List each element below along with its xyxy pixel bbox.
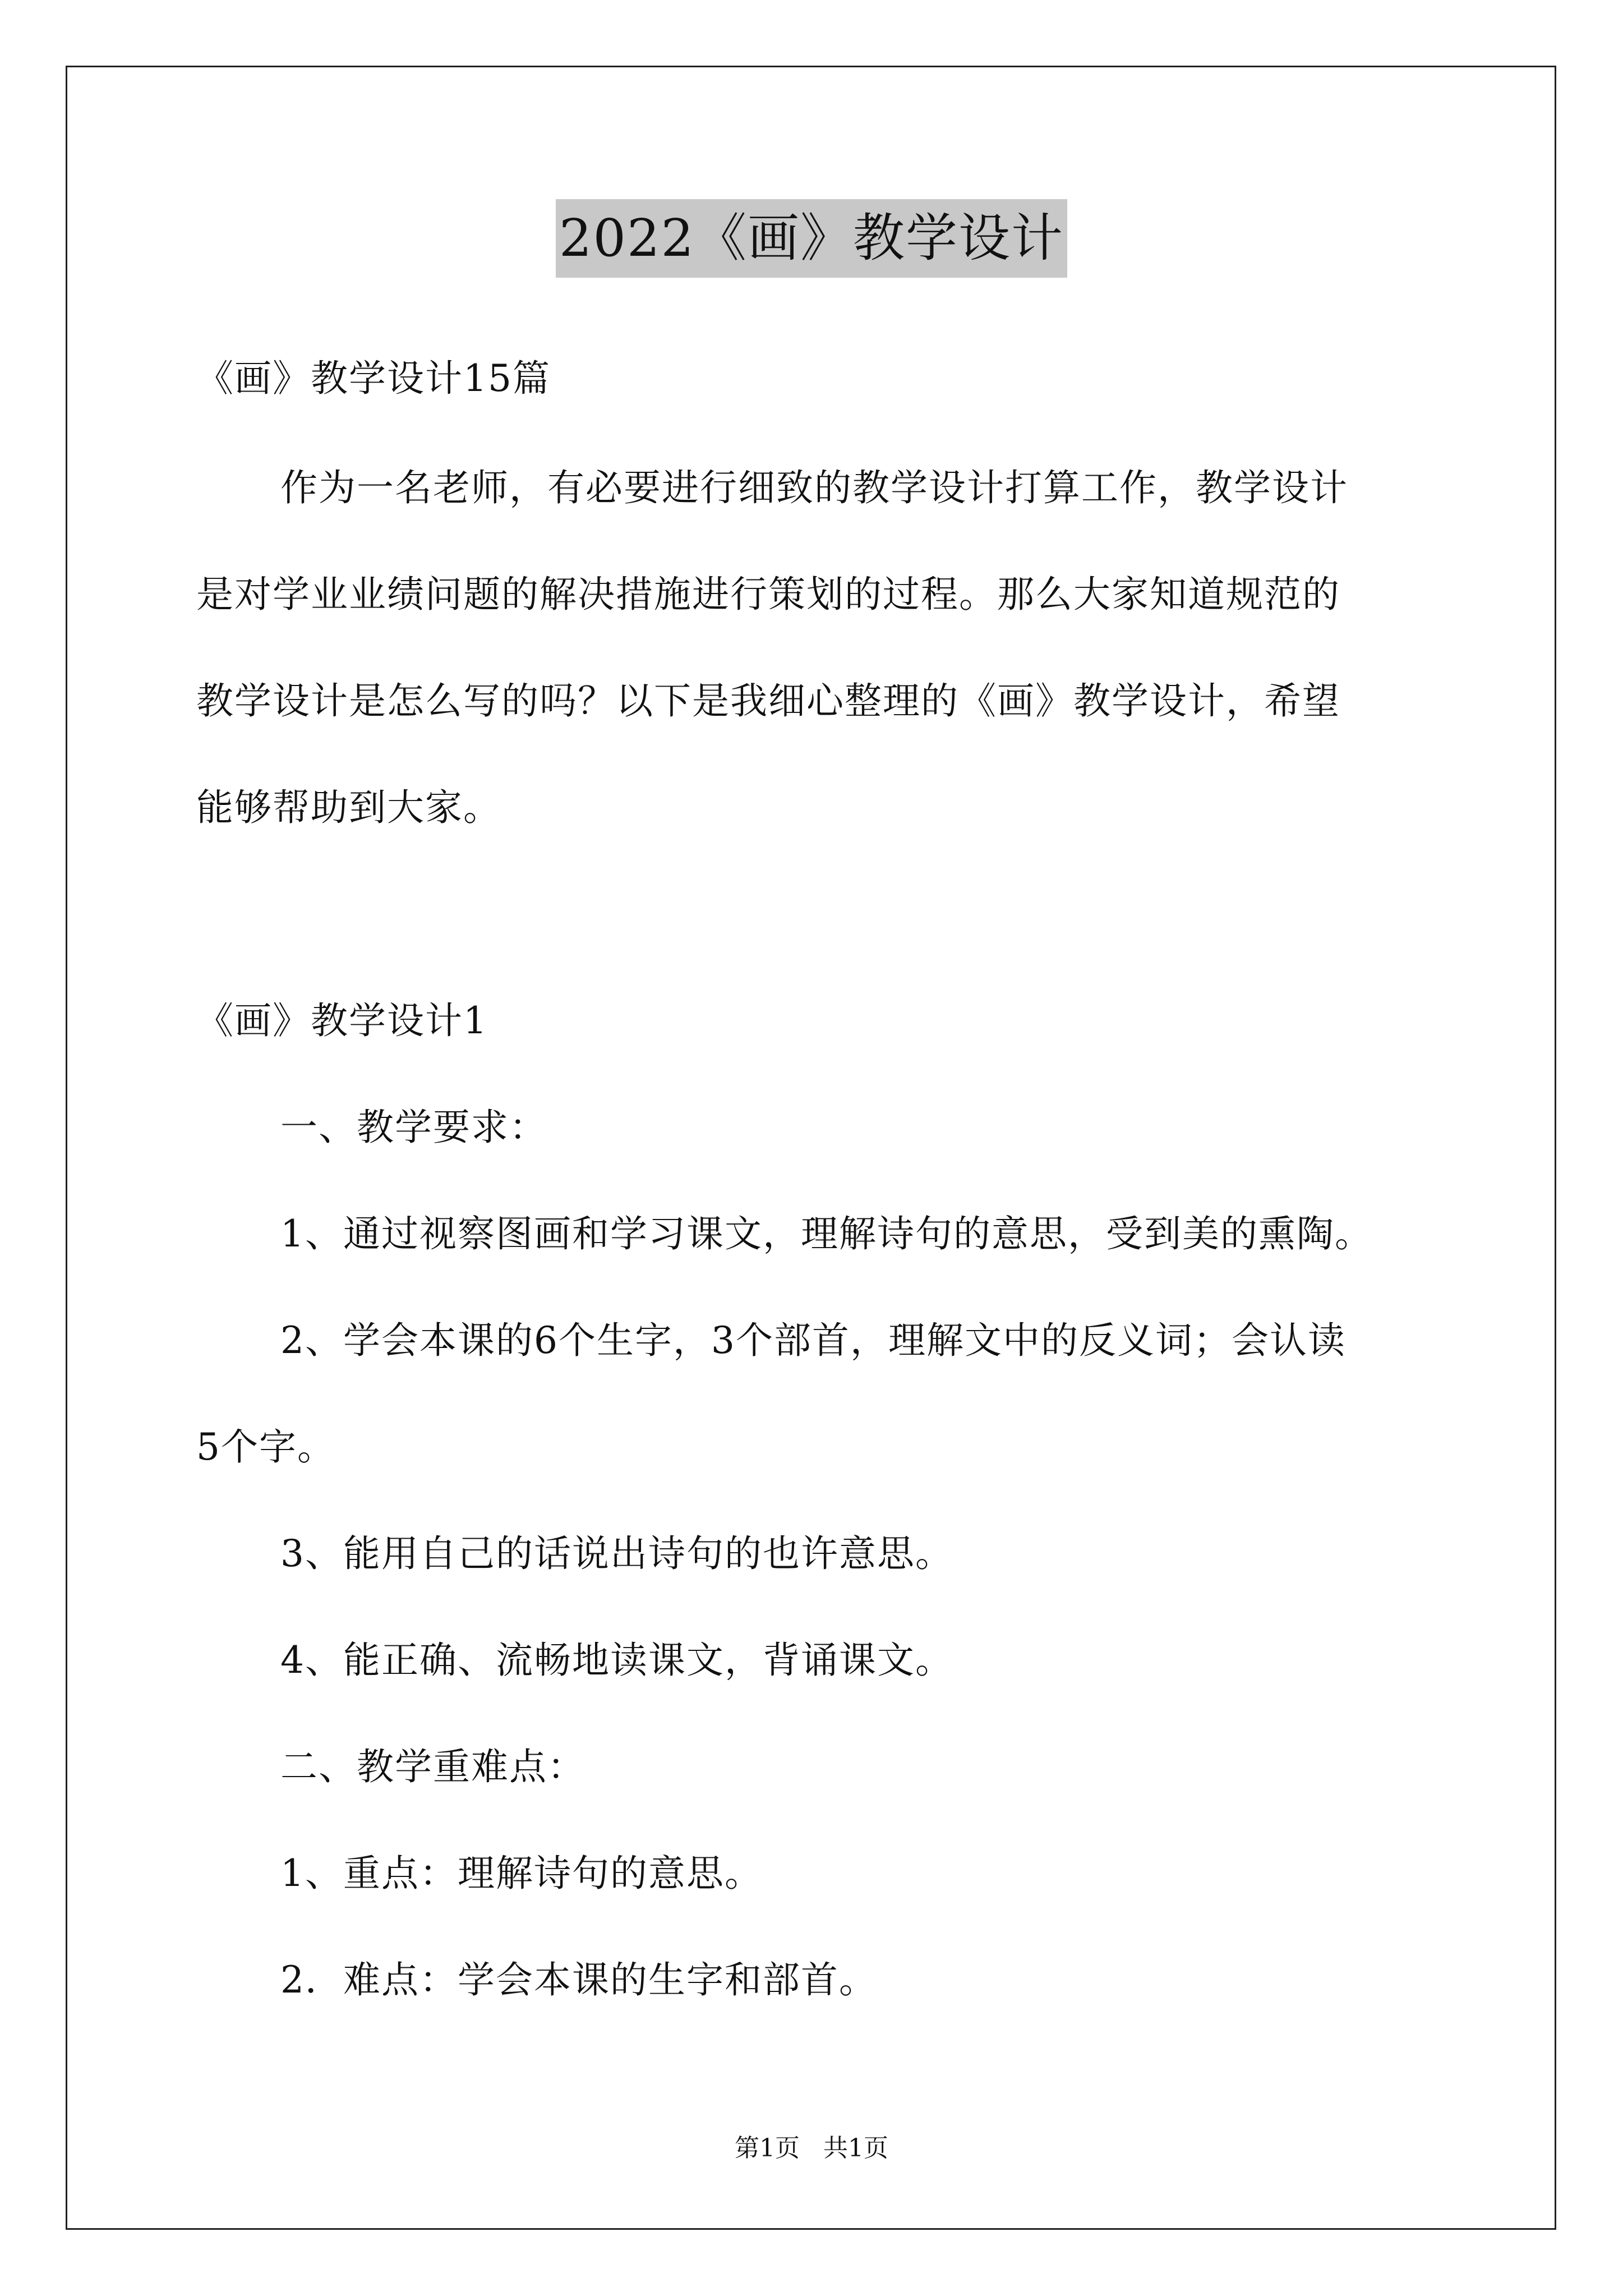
requirement-item-3: 3、能用自己的话说出诗句的也许意思。 bbox=[280, 1532, 953, 1575]
requirement-item-4: 4、能正确、流畅地读课文，背诵课文。 bbox=[280, 1639, 953, 1682]
section-heading: 《画》教学设计1 bbox=[196, 999, 488, 1042]
key-points-heading: 二、教学重难点： bbox=[280, 1745, 585, 1788]
page-footer: 第1页 共1页 bbox=[735, 2134, 888, 2162]
key-point-2: 2．难点：学会本课的生字和部首。 bbox=[280, 1958, 877, 2001]
intro-line-4: 能够帮助到大家。 bbox=[196, 786, 501, 829]
requirements-heading: 一、教学要求： bbox=[280, 1106, 547, 1149]
key-point-1: 1、重点：理解诗句的意思。 bbox=[280, 1852, 763, 1895]
document-title: 2022《画》教学设计 bbox=[556, 199, 1067, 278]
requirement-item-2-continued: 5个字。 bbox=[196, 1425, 335, 1469]
document-subtitle: 《画》教学设计15篇 bbox=[196, 357, 551, 400]
requirement-item-1: 1、通过视察图画和学习课文，理解诗句的意思，受到美的熏陶。 bbox=[280, 1212, 1373, 1255]
requirement-item-2: 2、学会本课的6个生字，3个部首，理解文中的反义词；会认读 bbox=[280, 1319, 1346, 1362]
title-container bbox=[0, 199, 1623, 278]
intro-line-3: 教学设计是怎么写的吗？以下是我细心整理的《画》教学设计，希望 bbox=[196, 679, 1340, 723]
intro-line-2: 是对学业业绩问题的解决措施进行策划的过程。那么大家知道规范的 bbox=[196, 573, 1340, 616]
intro-line-1: 作为一名老师，有必要进行细致的教学设计打算工作，教学设计 bbox=[280, 466, 1348, 509]
